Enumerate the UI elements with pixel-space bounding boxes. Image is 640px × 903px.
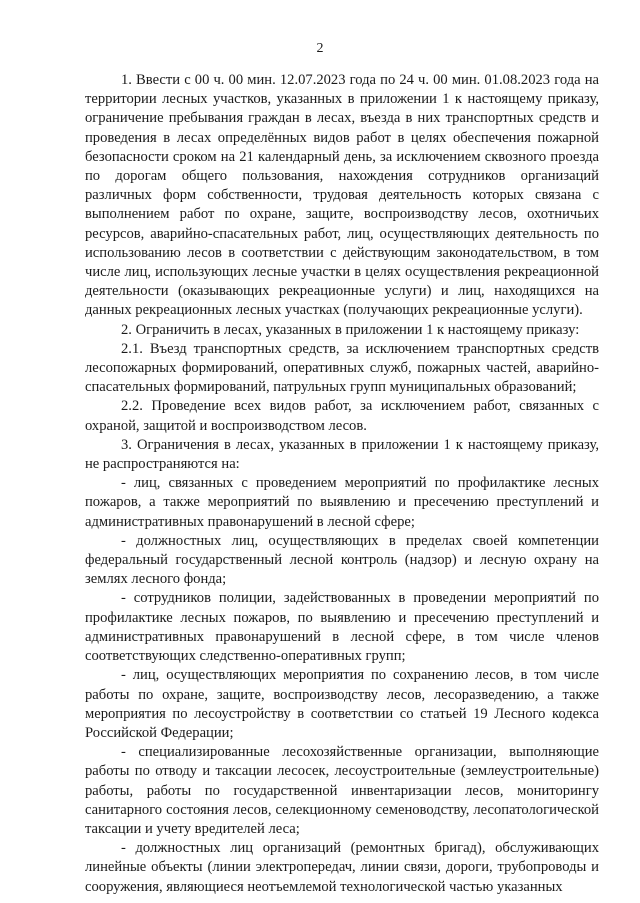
list-item-forest-control: - должностных лиц, осуществляющих в пределах своей компетенции федеральный государственный лесной контроль (надзор) и лесную охрану на землях лесного фонда; bbox=[85, 532, 599, 588]
paragraph-2-1-vehicles: 2.1. Въезд транспортных средств, за исключением транспортных средств лесопожарных формирований, оперативных служб, пожарных частей, аварийно-спасательных формирований, патрульных групп муниципальных образований; bbox=[85, 340, 599, 396]
list-item-police: - сотрудников полиции, задействованных в проведении мероприятий по профилактике лесных пожаров, по выявлению и пресечению преступлений и административных правонарушений в лесной сфере, в том числе членов соответствующих следственно-оперативных групп; bbox=[85, 590, 599, 665]
page-number: 2 bbox=[316, 41, 324, 56]
paragraph-2-2-works: 2.2. Проведение всех видов работ, за исключением работ, связанных с охраной, защитой и воспроизводством лесов. bbox=[85, 398, 599, 434]
list-item-forest-preservation: - лиц, осуществляющих мероприятия по сохранению лесов, в том числе работы по охране, защите, воспроизводству лесов, лесоразведению, а также мероприятия по лесоустройству в соответствии со статьей 19 Лесного кодекса Российской Федерации; bbox=[85, 667, 599, 741]
document-body bbox=[85, 71, 599, 897]
list-item-fire-prevention: - лиц, связанных с проведением мероприятий по профилактике лесных пожаров, а также мероприятий по выявлению и пресечению преступлений и административных правонарушений в лесной сфере; bbox=[85, 475, 599, 530]
paragraph-1-intro: 1. Ввести с 00 ч. 00 мин. 12.07.2023 года по 24 ч. 00 мин. 01.08.2023 года на территории лесных участков, указанных в приложении 1 к настоящему приказу, ограничение пребывания граждан в лесах, въезда в них транспортных средств и проведения в лесах определённых видов работ в целях обеспечения пожарной безопасности сроком на 21 календарный день, за исключением сквозного проезда по дорогам общего пользования, нахождения сотрудников организаций различных форм собственности, трудовая деятельность которых связана с выполнением работ по охране, защите, воспроизводству лесов, охотничьих ресурсов, аварийно-спасательных работ, лиц, осуществляющих деятельность по использованию лесов в соответствии с действующим законодательством, в том числе лиц, использующих лесные участки в целях осуществления рекреационной деятельности (оказывающих рекреационные услуги) и лиц, находящихся на данных рекреационных лесных участках (получающих рекреационные услуги). bbox=[85, 72, 599, 319]
list-item-repair-crews: - должностных лиц организаций (ремонтных бригад), обслуживающих линейные объекты (линии электропередач, линии связи, дороги, трубопроводы и сооружения, являющиеся неотъемлемой технологической частью указанных bbox=[85, 840, 599, 895]
list-item-forestry-organizations: - специализированные лесохозяйственные организации, выполняющие работы по отводу и таксации лесосек, лесоустроительные (землеустроительные) работы, работы по государственной инвентаризации лесов, мониторингу санитарного состояния лесов, селекционному семеноводству, лесопатологической таксации и учету вредителей леса; bbox=[85, 744, 599, 837]
paragraph-2-restrict: 2. Ограничить в лесах, указанных в приложении 1 к настоящему приказу: bbox=[121, 321, 580, 338]
paragraph-3-exceptions: 3. Ограничения в лесах, указанных в приложении 1 к настоящему приказу, не распространяются на: bbox=[85, 436, 599, 473]
